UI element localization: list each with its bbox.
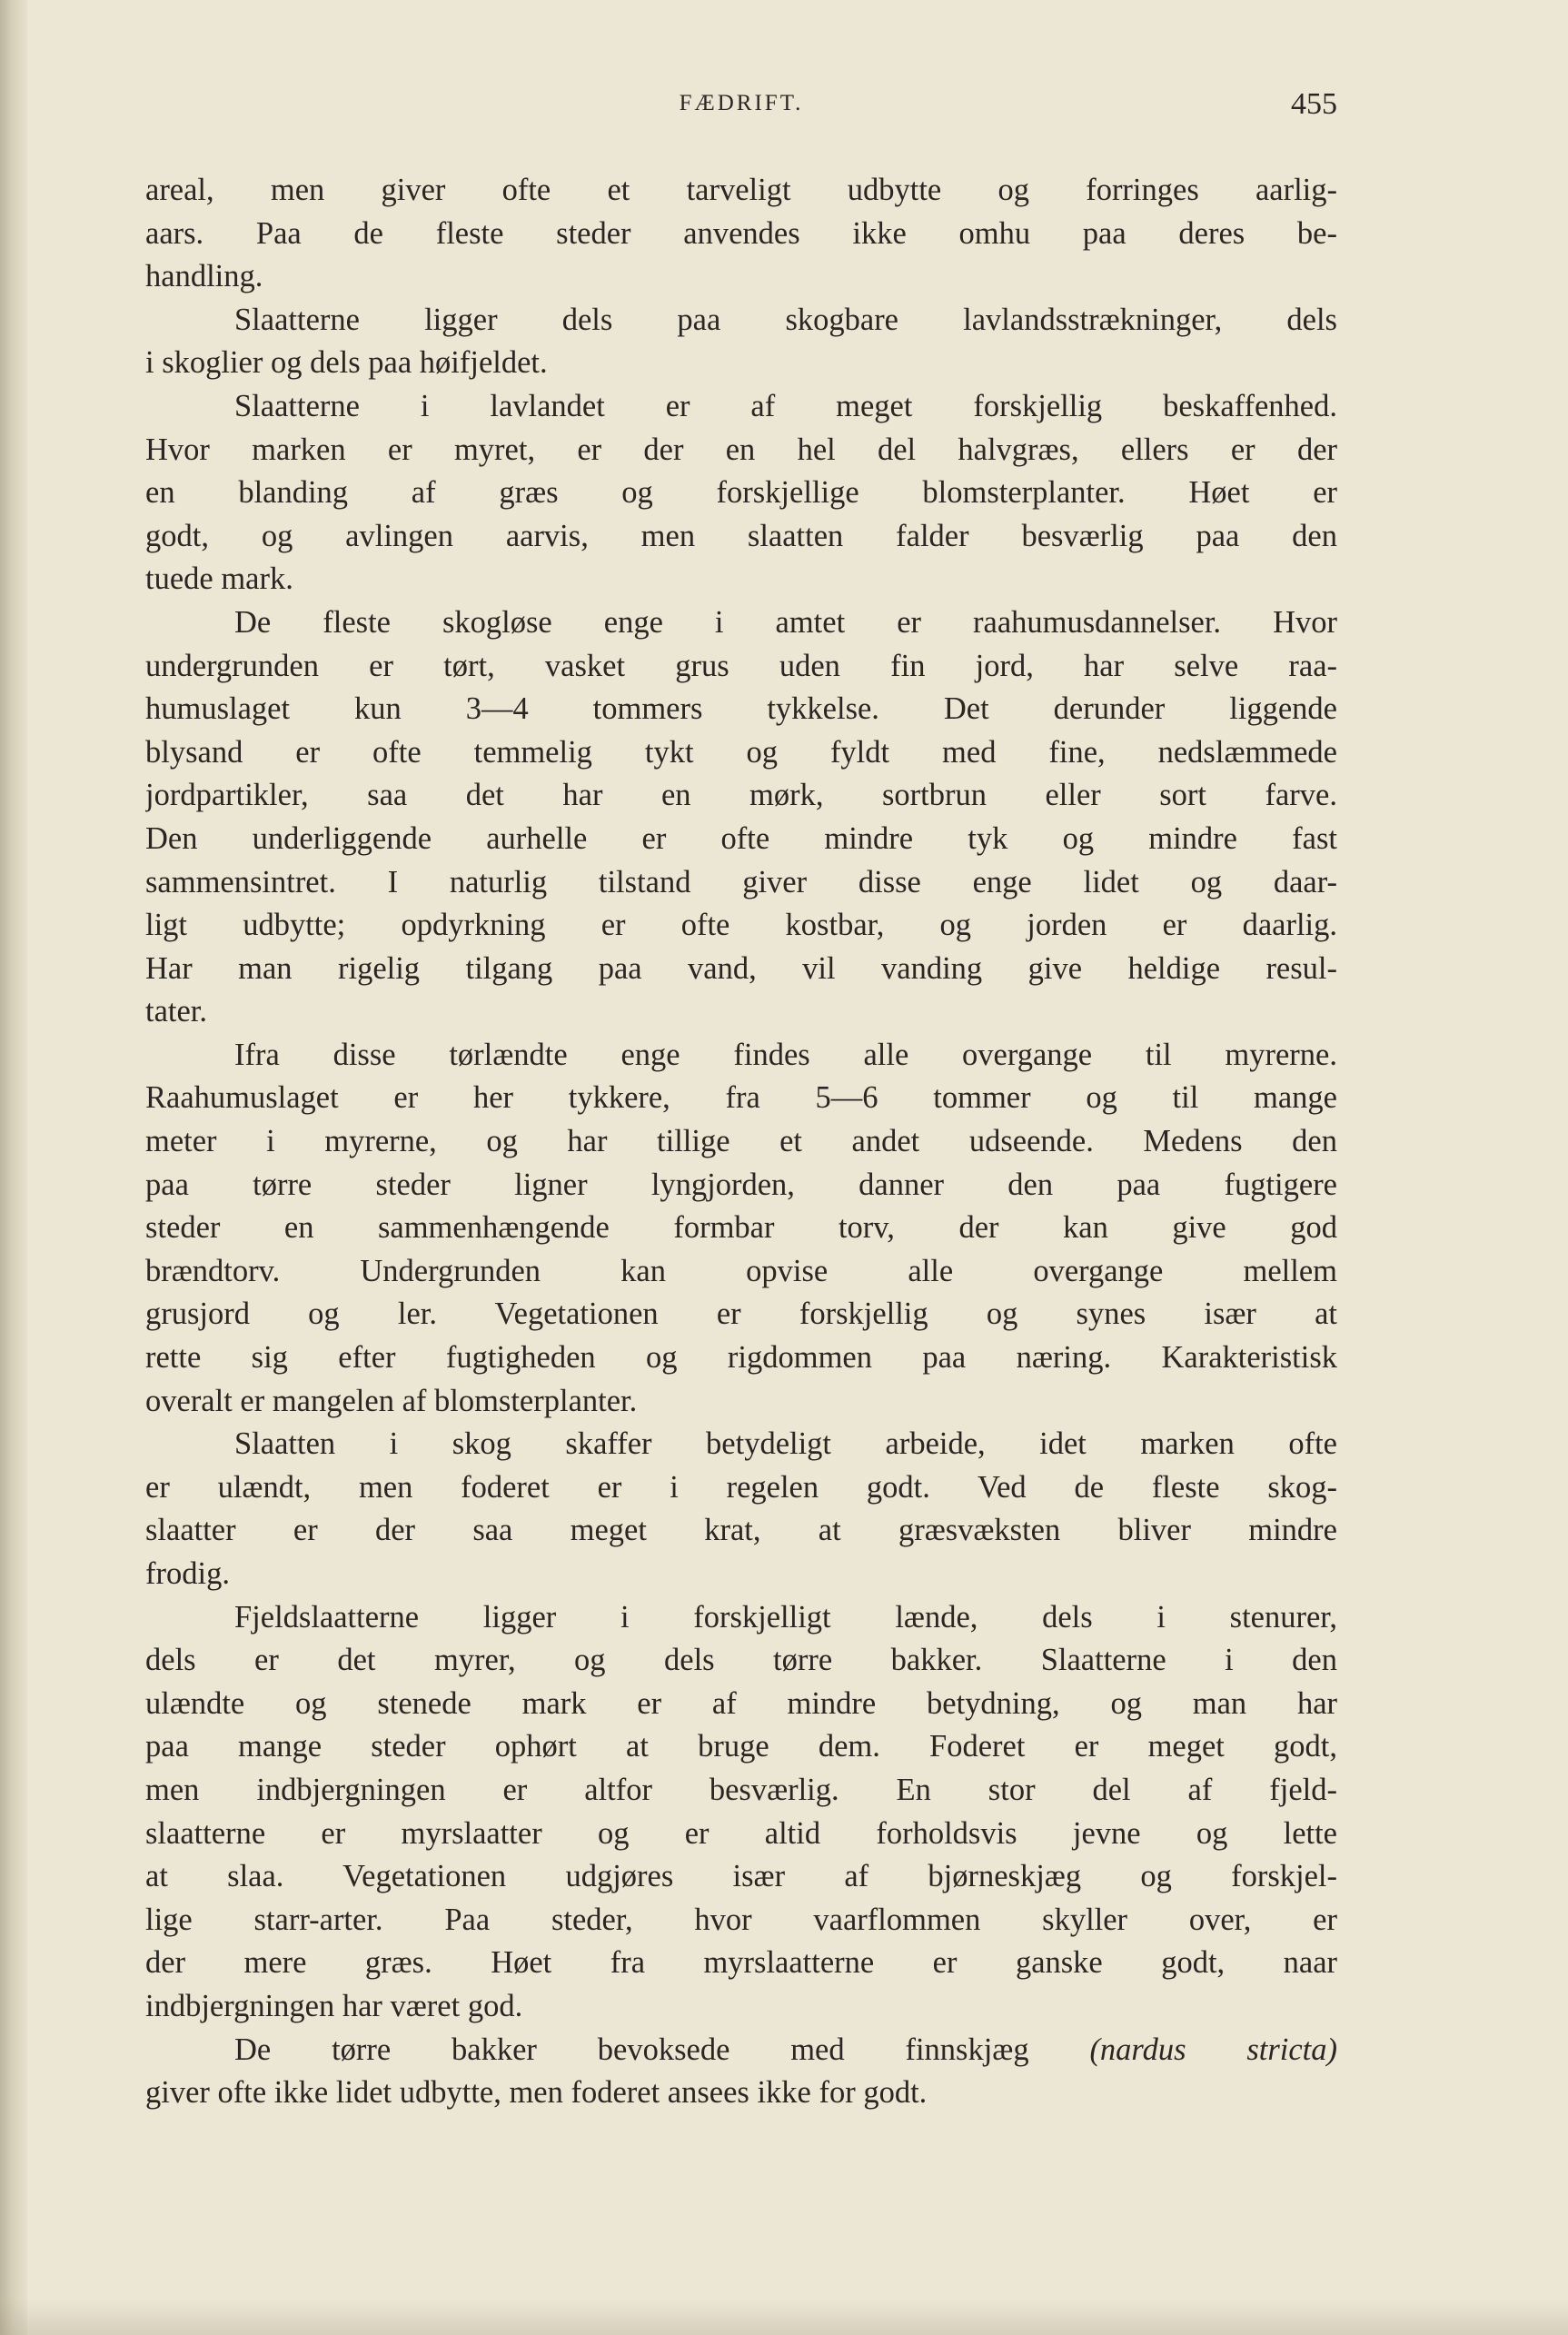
text-line: men indbjergningen er altfor besværlig. En stor del af fjeld- xyxy=(145,1772,1337,1807)
text-line: der mere græs. Høet fra myrslaatterne er ganske godt, naar xyxy=(145,1945,1337,1981)
text-line: lige starr-arter. Paa steder, hvor vaarflommen skyller over, er xyxy=(145,1902,1337,1937)
text-line: ligt udbytte; opdyrkning er ofte kostbar, og jorden er daarlig. xyxy=(145,908,1337,943)
text-line: godt, og avlingen aarvis, men slaatten falder besværlig paa den xyxy=(145,518,1337,553)
text-line: giver ofte ikke lidet udbytte, men foderet ansees ikke for godt. xyxy=(145,2075,928,2111)
text-line: Den underliggende aurhelle er ofte mindre tyk og mindre fast xyxy=(145,820,1337,856)
text-line: meter i myrerne, og har tillige et andet udseende. Medens den xyxy=(145,1124,1337,1159)
text-line: rette sig efter fugtigheden og rigdommen paa næring. Karakteristisk xyxy=(145,1340,1337,1376)
text-line: overalt er mangelen af blomsterplanter. xyxy=(145,1383,638,1418)
text-line: grusjord og ler. Vegetationen er forskjellig og synes især at xyxy=(145,1297,1337,1332)
text-line: ulændte og stenede mark er af mindre betydning, og man har xyxy=(145,1685,1337,1721)
text-line: areal, men giver ofte et tarveligt udbytte og forringes aarlig- xyxy=(145,173,1337,207)
page-header xyxy=(145,87,1337,133)
text-line: Ifra disse tørlændte enge findes alle overgange til myrerne. xyxy=(234,1037,1337,1072)
text-line: blysand er ofte temmelig tykt og fyldt med fine, nedslæmmede xyxy=(145,734,1337,770)
text-line: tater. xyxy=(145,994,208,1029)
text-line: frodig. xyxy=(145,1556,230,1591)
text-line: Raahumuslaget er her tykkere, fra 5—6 tommer og til mange xyxy=(145,1080,1337,1116)
body-text xyxy=(145,169,1337,2115)
text-line: Fjeldslaatterne ligger i forskjelligt lænde, dels i stenurer, xyxy=(234,1599,1337,1634)
running-head: FÆDRIFT. xyxy=(679,91,804,115)
text-line: i skoglier og dels paa høifjeldet. xyxy=(145,345,548,381)
text-line xyxy=(145,2029,1337,2072)
text-line: Hvor marken er myret, er der en hel del halvgræs, ellers er der xyxy=(145,432,1337,467)
text-line: Slaatten i skog skaffer betydeligt arbeide, idet marken ofte xyxy=(234,1426,1337,1462)
text-line: slaatterne er myrslaatter og er altid forholdsvis jevne og lette xyxy=(145,1815,1337,1851)
text-line: dels er det myrer, og dels tørre bakker. Slaatterne i den xyxy=(145,1643,1337,1678)
text-line: steder en sammenhængende formbar torv, der kan give god xyxy=(145,1210,1337,1246)
book-spine-shadow xyxy=(0,0,27,2335)
text-line: aars. Paa de fleste steder anvendes ikke omhu paa deres be- xyxy=(145,215,1337,251)
text-line: er ulændt, men foderet er i regelen godt. Ved de fleste skog- xyxy=(145,1469,1337,1505)
text-line: Har man rigelig tilgang paa vand, vil vanding give heldige resul- xyxy=(145,950,1337,986)
text-line: sammensintret. I naturlig tilstand giver disse enge lidet og daar- xyxy=(145,864,1337,899)
text-line: handling. xyxy=(145,259,263,294)
text-line: brændtorv. Undergrunden kan opvise alle overgange mellem xyxy=(145,1253,1337,1288)
page-number: 455 xyxy=(1291,87,1337,121)
text-line: Slaatterne i lavlandet er af meget forskjellig beskaffenhed. xyxy=(234,388,1337,423)
text-line: indbjergningen har været god. xyxy=(145,1988,523,2023)
text-line: slaatter er der saa meget krat, at græsvæksten bliver mindre xyxy=(145,1513,1337,1548)
text-line: paa mange steder ophørt at bruge dem. Foderet er meget godt, xyxy=(145,1729,1337,1764)
text-line: jordpartikler, saa det har en mørk, sortbrun eller sort farve. xyxy=(145,778,1337,813)
text-line: en blanding af græs og forskjellige blomsterplanter. Høet er xyxy=(145,475,1337,511)
page-bottom-shadow xyxy=(0,2299,1568,2335)
text-line: humuslaget kun 3—4 tommers tykkelse. Det derunder liggende xyxy=(145,691,1337,727)
text-line: tuede mark. xyxy=(145,561,293,597)
text-line: De fleste skogløse enge i amtet er raahumusdannelser. Hvor xyxy=(234,604,1337,640)
text-line: paa tørre steder ligner lyngjorden, danner den paa fugtigere xyxy=(145,1167,1337,1202)
text-line-before: De tørre bakker bevoksede med finnskjæg xyxy=(234,2032,1029,2067)
text-line: undergrunden er tørt, vasket grus uden fin jord, har selve raa- xyxy=(145,648,1337,683)
text-line: Slaatterne ligger dels paa skogbare lavlandsstrækninger, dels xyxy=(234,302,1337,337)
text-line: at slaa. Vegetationen udgjøres især af bjørneskjæg og forskjel- xyxy=(145,1859,1337,1894)
species-name-italic: (nardus stricta) xyxy=(1089,2032,1337,2067)
